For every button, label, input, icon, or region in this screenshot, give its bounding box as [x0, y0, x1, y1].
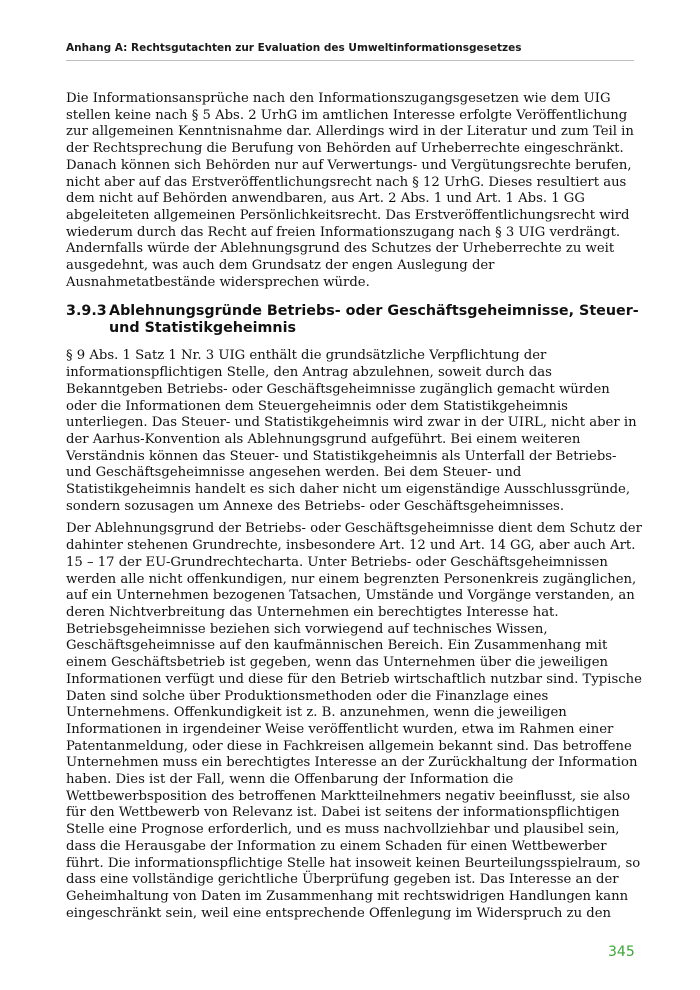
- paragraph-line: Geheimhaltung von Daten im Zusammenhang mit rechtswidrigen Handlungen kann: [66, 888, 629, 904]
- paragraph-line: werden alle nicht offenkundigen, nur einem begrenzten Personenkreis zugänglichen,: [66, 571, 637, 587]
- section-number: 3.9.3: [66, 303, 107, 320]
- paragraph-line: Bekanntgeben Betriebs- oder Geschäftsgeheimnisse zugänglich gemacht würden: [66, 381, 610, 397]
- paragraph-line: Geschäftsgeheimnisse auf den kaufmännischen Bereich. Ein Zusammenhang mit: [66, 638, 608, 654]
- paragraph-line: Verständnis können das Steuer- und Statistikgeheimnis als Unterfall der Betriebs-: [66, 448, 617, 464]
- intro-line: dem nicht auf Behörden anwendbaren, aus Art. 2 Abs. 1 und Art. 1 Abs. 1 GG: [66, 191, 585, 207]
- paragraph-line: auf ein Unternehmen bezogenen Tatsachen, Umstände und Vorgänge verstanden, an: [66, 588, 635, 604]
- paragraph-line: der Aarhus-Konvention als Ablehnungsgrund aufgeführt. Bei einem weiteren: [66, 431, 581, 447]
- paragraph-line: Betriebsgeheimnisse beziehen sich vorwiegend auf technisches Wissen,: [66, 621, 548, 637]
- intro-line: Andernfalls würde der Ablehnungsgrund des Schutzes der Urheberrechte zu weit: [66, 241, 615, 257]
- intro-paragraph: [66, 91, 646, 291]
- paragraph-line: haben. Dies ist der Fall, wenn die Offenbarung der Information die: [66, 772, 514, 788]
- paragraph-line: Unternehmens. Offenkundigkeit ist z. B. anzunehmen, wenn die jeweiligen: [66, 705, 567, 721]
- paragraph-line: dahinter stehenen Grundrechte, insbesondere Art. 12 und Art. 14 GG, aber auch Art.: [66, 538, 636, 554]
- page-content: [66, 91, 646, 922]
- section-title-line: und Statistikgeheimnis: [109, 320, 297, 337]
- paragraph-line: Wettbewerbsposition des betroffenen Marktteilnehmers negativ beeinflusst, sie also: [66, 788, 631, 804]
- paragraph-line: und Geschäftsgeheimnisse angesehen werden. Bei dem Steuer- und: [66, 465, 522, 481]
- section-title-line: Ablehnungsgründe Betriebs- oder Geschäftsgeheimnisse, Steuer-: [109, 303, 639, 320]
- intro-line: stellen keine nach § 5 Abs. 2 UrhG im amtlichen Interesse erfolgte Veröffentlichung: [66, 107, 628, 123]
- paragraph-line: deren Nichtverbreitung das Unternehmen ein berechtigtes Interesse hat.: [66, 604, 559, 620]
- running-header: Anhang A: Rechtsgutachten zur Evaluation des Umweltinformationsgesetzes: [66, 42, 634, 61]
- paragraph-line: dass die Herausgabe der Information zu einem Schaden für einen Wettbewerber: [66, 838, 607, 854]
- paragraph-line: Patentanmeldung, oder diese in Fachkreisen allgemein bekannt sind. Das betroffene: [66, 738, 632, 754]
- intro-line: Die Informationsansprüche nach den Informationszugangsgesetzen wie dem UIG: [66, 91, 611, 106]
- paragraph-line: Unternehmen muss ein berechtigtes Interesse an der Zurückhaltung der Information: [66, 755, 638, 771]
- section-title: [109, 303, 646, 337]
- intro-line: Ausnahmetatbestände widersprechen würde.: [66, 274, 370, 290]
- intro-line: nicht aber auf das Erstveröffentlichungsrecht nach § 12 UrhG. Dieses resultiert aus: [66, 174, 627, 190]
- paragraph-line: dass eine vollständige gerichtliche Überprüfung gegeben ist. Das Interesse an der: [66, 872, 619, 888]
- paragraph-line: 15 – 17 der EU-Grundrechtecharta. Unter Betriebs- oder Geschäftsgeheimnissen: [66, 554, 608, 570]
- section-heading: [66, 303, 646, 337]
- paragraph-line: für den Wettbewerb von Relevanz ist. Dabei ist seitens der informationspflichtigen: [66, 805, 620, 821]
- paragraph-line: informationspflichtigen Stelle, den Antrag abzulehnen, soweit durch das: [66, 365, 552, 381]
- paragraph-line: führt. Die informationspflichtige Stelle hat insoweit keinen Beurteilungsspielraum, so: [66, 855, 641, 871]
- paragraph-line: einem Geschäftsbetrieb ist gegeben, wenn das Unternehmen über die jeweiligen: [66, 655, 609, 671]
- intro-line: wiederum durch das Recht auf freien Informationszugang nach § 3 UIG verdrängt.: [66, 224, 621, 240]
- paragraph-line: Der Ablehnungsgrund der Betriebs- oder Geschäftsgeheimnisse dient dem Schutz der: [66, 521, 642, 537]
- paragraph-line: § 9 Abs. 1 Satz 1 Nr. 3 UIG enthält die grundsätzliche Verpflichtung der: [66, 348, 547, 364]
- paragraph-line: sondern sozusagen um Annexe des Betriebs- oder Geschäftsgeheimnisses.: [66, 498, 565, 514]
- paragraph-line: Informationen in irgendeiner Weise veröffentlicht wurden, etwa im Rahmen einer: [66, 721, 614, 737]
- intro-line: ausgedehnt, was auch dem Grundsatz der engen Auslegung der: [66, 258, 495, 274]
- body-paragraph-2: [66, 521, 646, 922]
- intro-line: der Rechtsprechung die Berufung von Behörden auf Urheberrechte eingeschränkt.: [66, 141, 624, 157]
- paragraph-line: oder die Informationen dem Steuergeheimnis oder dem Statistikgeheimnis: [66, 398, 568, 414]
- paragraph-line: Daten sind solche über Produktionsmethoden oder die Finanzlage eines: [66, 688, 549, 704]
- intro-line: Danach können sich Behörden nur auf Verwertungs- und Vergütungsrechte berufen,: [66, 157, 632, 173]
- paragraph-line: Statistikgeheimnis handelt es sich daher nicht um eigenständige Ausschlussgründe,: [66, 482, 631, 498]
- paragraph-line: Informationen verfügt und diese für den Betrieb wirtschaftlich nutzbar sind. Typische: [66, 671, 642, 687]
- paragraph-line: Stelle eine Prognose erforderlich, und es muss nachvollziehbar und plausibel sein,: [66, 822, 620, 838]
- intro-line: zur allgemeinen Kenntnisnahme dar. Allerdings wird in der Literatur und zum Teil in: [66, 124, 634, 140]
- paragraph-line: unterliegen. Das Steuer- und Statistikgeheimnis wird zwar in der UIRL, nicht aber in: [66, 415, 637, 431]
- intro-line: abgeleiteten allgemeinen Persönlichkeitsrecht. Das Erstveröffentlichungsrecht wird: [66, 207, 630, 223]
- page-number: 345: [608, 944, 635, 960]
- body-paragraph-1: [66, 348, 646, 515]
- paragraph-line: eingeschränkt sein, weil eine entsprechende Offenlegung im Widerspruch zu den: [66, 905, 611, 921]
